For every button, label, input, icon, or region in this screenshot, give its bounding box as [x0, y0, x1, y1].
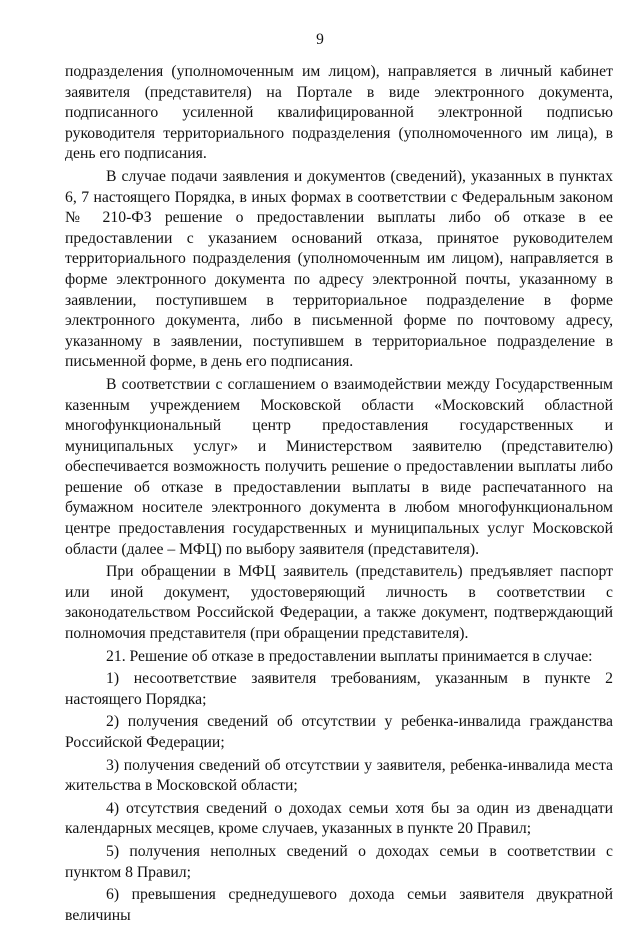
paragraph-refusal-grounds: 21. Решение об отказе в предоставлении выплаты принимается в случае: [106, 647, 593, 665]
page-number: 9 [316, 31, 324, 48]
paragraph-mfc-passport: При обращении в МФЦ заявитель (представитель) предъявляет паспорт или иной документ, удостоверяющий личность в соответствии с законодательством Российской Федерации, а также документ, подтверждающий полномочия представителя (при обращении представителя). [65, 563, 613, 643]
document-body [65, 62, 613, 926]
paragraph-mfc-agreement: В соответствии с соглашением о взаимодействии между Государственным казенным учреждением Московской области «Московский областной многофункциональный центр предоставления государственных и муниципальных услуг» и Министерством заявителю (представителю) обеспечивается возможность получить решение о предоставлении выплаты либо решение об отказе в предоставлении выплаты в виде распечатанного на бумажном носителе электронного документа в любом многофункциональном центре предоставления государственных и муниципальных услуг Московской области (далее – МФЦ) по выбору заявителя (представителя). [65, 375, 613, 558]
paragraph-other-forms: В случае подачи заявления и документов (сведений), указанных в пунктах 6, 7 настоящего Порядка, в иных формах в соответствии с Федеральным законом № 210-ФЗ решение о предоставлении выплаты либо об отказе в ее предоставлении с указанием оснований отказа, принятое руководителем территориального подразделения (уполномоченным им лицом), направляется в форме электронного документа по адресу электронной почты, указанному в заявлении, поступившем в территориальное подразделение в форме электронного документа, либо в письменной форме по почтовому адресу, указанному в заявлении, поступившем в территориальное подразделение в письменной форме, в день его подписания. [65, 167, 613, 371]
list-item-6: 6) превышения среднедушевого дохода семьи заявителя двукратной величины [65, 886, 613, 924]
list-item-1: 1) несоответствие заявителя требованиям, указанным в пункте 2 настоящего Порядка; [65, 670, 613, 708]
paragraph-decision-portal: подразделения (уполномоченным им лицом), направляется в личный кабинет заявителя (представителя) на Портале в виде электронного документа, подписанного усиленной квалифицированной электронной подписью руководителя территориального подразделения (уполномоченного им лица), в день его подписания. [65, 63, 613, 163]
list-item-2: 2) получения сведений об отсутствии у ребенка-инвалида гражданства Российской Федерации; [65, 713, 613, 751]
list-item-4: 4) отсутствия сведений о доходах семьи хотя бы за один из двенадцати календарных месяцев, кроме случаев, указанных в пункте 20 Правил; [65, 799, 613, 838]
list-item-5: 5) получения неполных сведений о доходах семьи в соответствии с пунктом 8 Правил; [65, 842, 613, 881]
list-item-3: 3) получения сведений об отсутствии у заявителя, ребенка-инвалида места жительства в Московской области; [65, 756, 613, 795]
